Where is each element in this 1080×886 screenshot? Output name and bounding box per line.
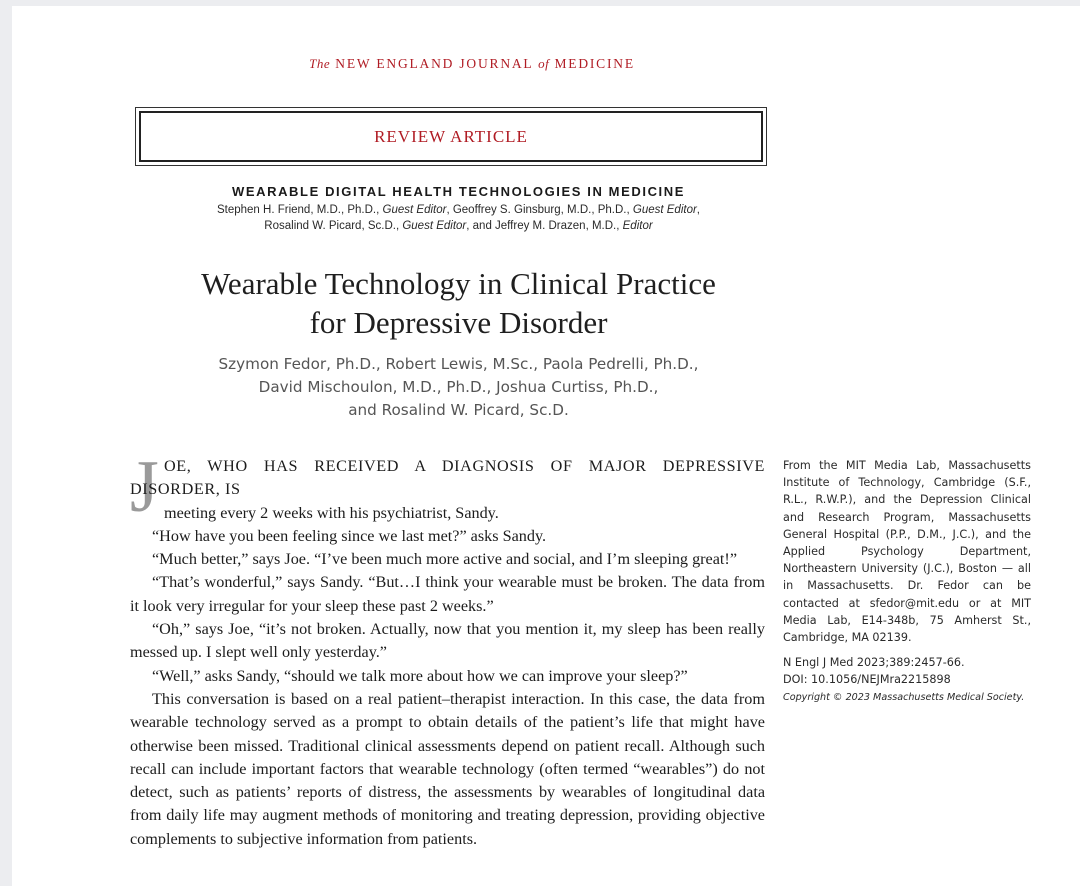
authors-line-1: Szymon Fedor, Ph.D., Robert Lewis, M.Sc., Paola Pedrelli, Ph.D.,: [218, 355, 699, 373]
citation: N Engl J Med 2023;389:2457-66.: [783, 656, 965, 670]
lead-in-text: OE, WHO HAS RECEIVED A DIAGNOSIS OF MAJOR DEPRESSIVE DISORDER, IS: [130, 457, 765, 499]
article-title-line-2: for Depressive Disorder: [309, 305, 608, 340]
article-title: [12, 264, 905, 342]
series-title: WEARABLE DIGITAL HEALTH TECHNOLOGIES IN MEDICINE: [231, 184, 686, 199]
body-paragraph: “Much better,” says Joe. “I’ve been much more active and social, and I’m sleeping great!”: [152, 550, 738, 569]
editor-role: Guest Editor: [382, 204, 447, 216]
article-title-line-1: Wearable Technology in Clinical Practice: [201, 266, 716, 301]
body-paragraph: This conversation is based on a real patient–therapist interaction. In this case, the data from wearable technology served as a prompt to obtain details of the patient’s life that might have otherwise been missed. Traditional clinical assessments depend on patient recall. Although such recall can include important factors that wearable technology (often termed “wearables”) do not detect, such as patients’ reports of distress, the assessments by wearables of longitudinal data from daily life may augment methods of monitoring and treating depression, providing objective complements to subjective information from patients.: [130, 689, 765, 848]
body-paragraph: “Oh,” says Joe, “it’s not broken. Actually, now that you mention it, my sleep has been really messed up. I slept well only yesterday.”: [130, 620, 765, 662]
series-editors-line-1: [12, 204, 905, 216]
masthead-prefix: The: [309, 56, 331, 71]
article-authors: [12, 353, 905, 422]
journal-masthead: [12, 56, 932, 72]
editor-name: , Geoffrey S. Ginsburg, M.D., Ph.D.,: [446, 204, 633, 216]
body-paragraph: “Well,” asks Sandy, “should we talk more about how we can improve your sleep?”: [152, 666, 688, 685]
editor-name: Stephen H. Friend, M.D., Ph.D.,: [216, 204, 383, 216]
section-label-frame: [139, 111, 763, 162]
drop-cap: J: [130, 446, 159, 528]
copyright: Copyright © 2023 Massachusetts Medical Society.: [783, 691, 1025, 703]
body-paragraph: “How have you been feeling since we last met?” asks Sandy.: [152, 526, 547, 545]
section-label: REVIEW ARTICLE: [374, 126, 528, 146]
series-editors-line-2: [12, 220, 905, 232]
masthead-name-2: MEDICINE: [554, 56, 635, 71]
editor-role: Guest Editor: [402, 220, 467, 232]
lead-in-rest: meeting every 2 weeks with his psychiatrist, Sandy.: [164, 503, 499, 522]
journal-page: [12, 6, 1080, 886]
masthead-name-1: NEW ENGLAND JOURNAL: [335, 56, 533, 71]
editor-role: Editor: [622, 220, 653, 232]
article-sidenotes: [783, 457, 1031, 706]
editor-name: Rosalind W. Picard, Sc.D.,: [264, 220, 403, 232]
editor-role: Guest Editor: [632, 204, 697, 216]
editor-separator: ,: [696, 204, 700, 216]
masthead-of: of: [538, 56, 550, 71]
doi: DOI: 10.1056/NEJMra2215898: [783, 673, 951, 687]
article-body: [130, 455, 765, 851]
body-paragraph: [130, 455, 765, 525]
body-paragraph: “That’s wonderful,” says Sandy. “But…I think your wearable must be broken. The data from it look very irregular for your sleep these past 2 weeks.”: [130, 573, 765, 615]
authors-line-3: and Rosalind W. Picard, Sc.D.: [348, 401, 569, 419]
authors-line-2: David Mischoulon, M.D., Ph.D., Joshua Curtiss, Ph.D.,: [258, 378, 659, 396]
affiliation-note: From the MIT Media Lab, Massachusetts Institute of Technology, Cambridge (S.F., R.L., R.W.P.), and the Depression Clinical and Research Program, Massachusetts General Hospital (P.P., D.M., J.C.), and the Applied Psychology Department, Northeastern University (J.C.), Boston — all in Massachusetts. Dr. Fedor can be contacted at sfedor@mit.edu or at MIT Media Lab, E14-348b, 75 Amherst St., Cambridge, MA 02139.: [783, 459, 1031, 645]
section-label-box: [135, 107, 767, 166]
editor-name: , and Jeffrey M. Drazen, M.D.,: [466, 220, 623, 232]
